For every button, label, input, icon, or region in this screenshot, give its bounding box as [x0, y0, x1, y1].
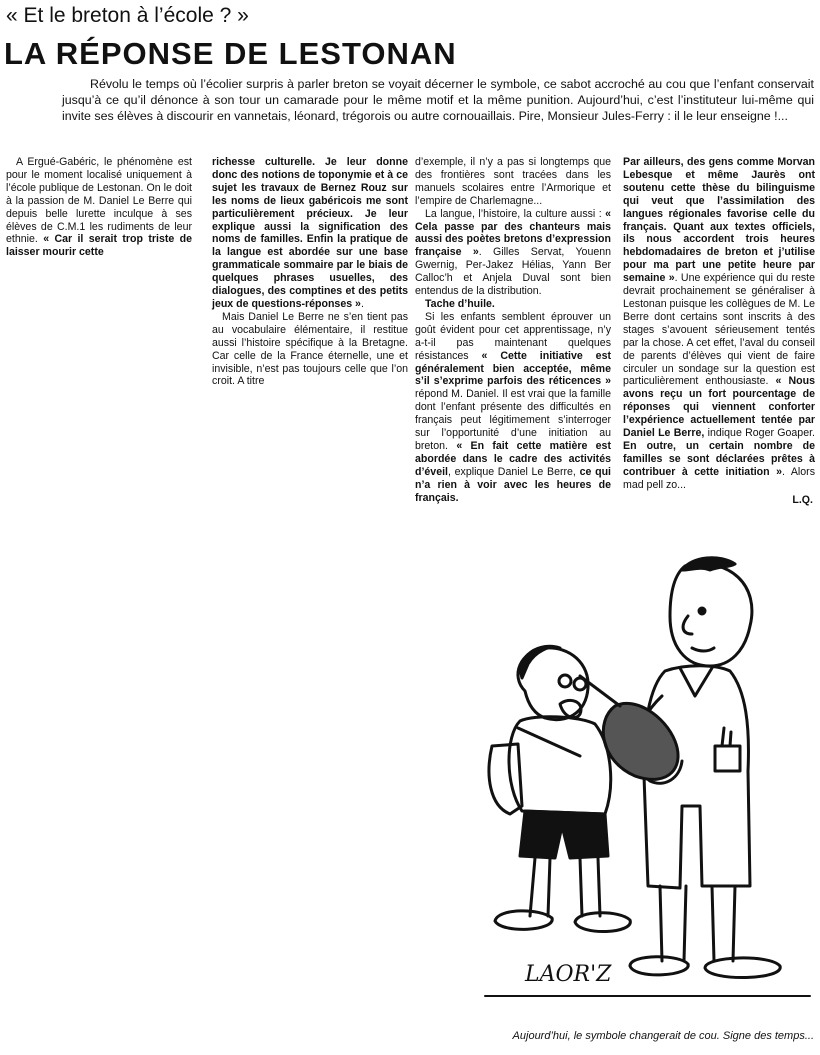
teacher-shoe-right — [705, 958, 780, 978]
col4-quote-3: En outre, un certain nombre de familles se sont déclarées prêtes à contribuer à cette initiation » — [623, 439, 815, 478]
col2-quote: richesse culturelle. Je leur donne donc des notions de toponymie et à ce sujet les travaux de Bernez Rouz sur les noms de lieux gabéricois me sont particulièrement précieux. Je leur explique aussi la signification des noms de familles. Enfin la pratique de la langue est abordée sur une base grammaticale sommaire par le biais de quelques phrases usuelles, des dialogues, des comptines et des petits jeux de questions-réponses » — [212, 156, 408, 310]
col3-text-d: répond M. Daniel. Il est vrai que la famille dont l’enfant présente des difficultés en français peut légitimement s’interroger sur l’opportunité d’une initiation au breton. — [415, 388, 611, 452]
column-1 — [6, 156, 192, 259]
article-headline: LA RÉPONSE DE LESTONAN — [4, 36, 457, 71]
teacher-legs — [660, 886, 735, 961]
column-2 — [212, 156, 408, 388]
col3-quote-3: « En fait cette matière est abordée dans le cadre des activités d’éveil — [415, 439, 611, 478]
col4-text-a: . Une expérience qui du reste devrait prochainement se généraliser à Lestonan puisque les collègues de M. Le Berre dont certains sont inscrits à des stages s’avouent sérieusement tentés par la chose. A cet effet, l’aval du conseil de parents d’élèves qui vient de faire circuler un sondage sur la question est particulièrement enthousiaste. — [623, 272, 815, 388]
teacher-eye — [699, 608, 705, 614]
col3-text-c: Si les enfants semblent éprouver un goût évident pour cet apprentissage, n’y a-t-il pas maintenant quelques résistances — [415, 310, 611, 362]
col4-quote-2: « Nous avons reçu un fort pourcentage de réponses qui viennent conforter l’expérience actuellement tentée par Daniel Le Berre, — [623, 375, 815, 440]
col3-quote-4: ce qui n’a rien à voir avec les heures de français. — [415, 465, 611, 504]
cartoon-caption: Aujourd’hui, le symbole changerait de cou. Signe des temps... — [512, 1030, 814, 1042]
col2-quote-end: . — [360, 297, 364, 310]
col4-text-b: indique Roger Goaper. — [707, 427, 815, 440]
col4-text-c: . Alors mad pell zo... — [623, 465, 815, 491]
col3-paragraph-2 — [415, 208, 611, 298]
col3-paragraph-1: d’exemple, il n’y a pas si longtemps que des frontières sont tracées dans les manuels scolaires entre l’Armorique et l’empire de Charlemagne... — [415, 156, 611, 207]
teacher-collar — [680, 668, 712, 696]
col4-quote-1: Par ailleurs, des gens comme Morvan Lebesque et même Jaurès ont soutenu cette thèse du bilinguisme qui veut que l’assimilation des langues régionales favorise celle du français. Quant aux textes officiels, ils nous accordent trois heures hebdomadaires de breton et j’utilise pour ma part une petite heure par semaine » — [623, 156, 815, 285]
cartoon-illustration — [430, 556, 820, 1016]
boy-hair — [521, 646, 560, 678]
teacher-pens — [722, 728, 731, 746]
article-kicker: « Et le breton à l’école ? » — [6, 4, 249, 27]
col3-paragraph-3 — [415, 311, 611, 505]
boy-shorts — [520, 811, 608, 858]
lead-paragraph: Révolu le temps où l’écolier surpris à parler breton se voyait décerner le symbole, ce sabot accroché au cou que l’enfant conservait jusqu’à ce qu’il dénonce à son tour un camarade pour le même motif et la même punition. Aujourd’hui, c’est l’instituteur lui-même qui invite ses élèves à discourir en vannetais, léonard, trégorois ou autre cornouaillais. Pire, Monsieur Jules-Ferry : il le leur enseigne !... — [62, 77, 814, 123]
col3-quote-2: « Cette initiative est généralement bien acceptée, même s’il s’exprime parfois des réticences » — [415, 349, 611, 388]
teacher-pocket — [715, 746, 740, 771]
col1-quote: « Car il serait trop triste de laisser mourir cette — [6, 233, 192, 259]
col2-paragraph-1 — [212, 156, 408, 311]
col3-text-e: , explique Daniel Le Berre, — [447, 465, 576, 478]
boy-shoe-right — [575, 913, 630, 932]
teacher-mouth — [692, 648, 714, 651]
boy-eye-right — [574, 678, 586, 690]
boy-satchel-strap — [518, 728, 580, 756]
col1-paragraph — [6, 156, 192, 259]
boy-legs — [530, 858, 600, 916]
boy-shoe-left — [495, 911, 552, 930]
column-3 — [415, 156, 611, 504]
teacher-shoe-left — [630, 957, 688, 975]
col3-quote-1: « Cela passe par des chanteurs mais aussi des poètes bretons d’expression française » — [415, 207, 611, 259]
col3-text-a: La langue, l’histoire, la culture aussi : — [425, 207, 602, 220]
col3-text-b: . Gilles Servat, Youenn Gwernig, Per-Jakez Hélias, Yann Ber Calloc’h et Anjela Duval sont bien entendus de la distribution. — [415, 246, 612, 298]
boy-eye-left — [559, 675, 571, 687]
col1-text: A Ergué-Gabéric, le phénomène est pour le moment localisé uniquement à l’école publique de Lestonan. On le doit à la passion de M. Daniel Le Berre qui depuis belle lurette inculque à ses élèves de C.M.1 les rudiments de leur ethnie. — [6, 156, 192, 246]
col2-paragraph-2: Mais Daniel Le Berre ne s’en tient pas au vocabulaire élémentaire, il restitue aussi l’histoire spécifique à la Bretagne. Car celle de la France éternelle, une et invisible, n’est pas toujours celle que l’on croit. A titre — [212, 310, 408, 388]
col3-subheading: Tache d’huile. — [425, 297, 495, 310]
col4-paragraph — [623, 156, 815, 492]
author-signature: L.Q. — [792, 493, 813, 506]
teacher-nose — [683, 616, 692, 634]
column-4 — [623, 156, 815, 506]
artist-signature: LAOR'Z — [525, 962, 612, 987]
article-lead — [62, 76, 814, 124]
sabot-symbol — [603, 703, 678, 779]
